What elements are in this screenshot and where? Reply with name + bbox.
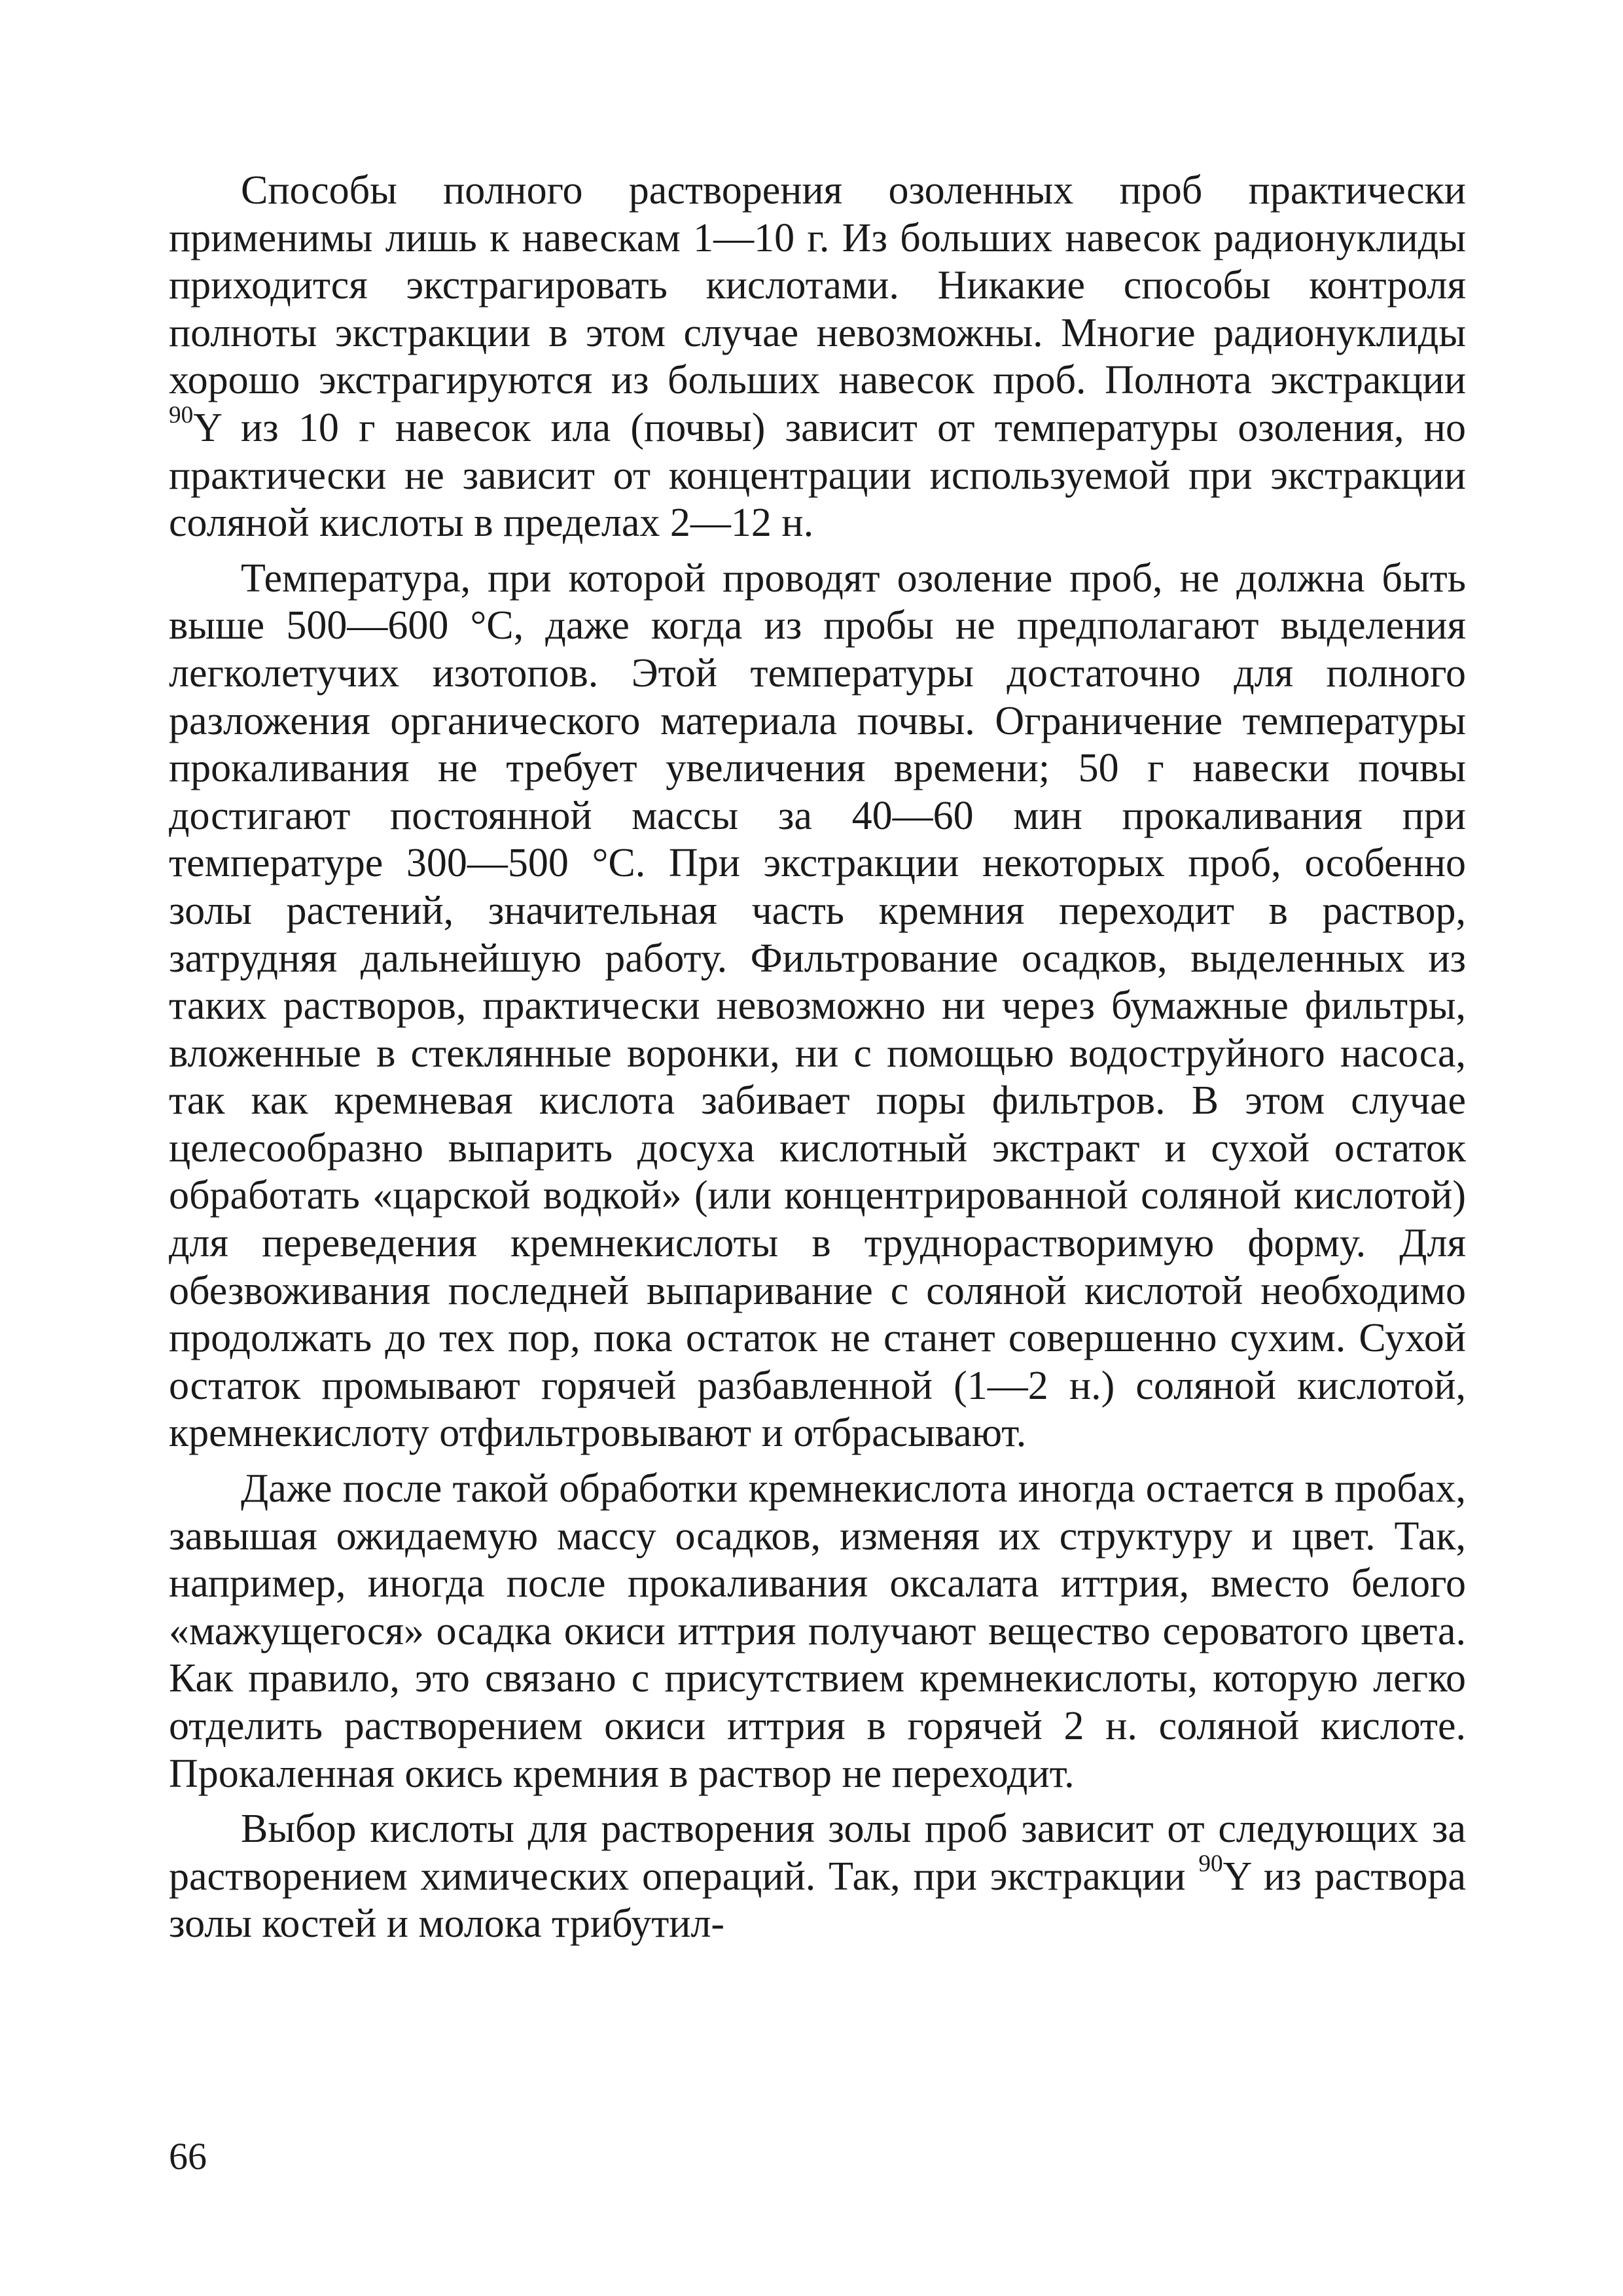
isotope-mass-number: 90	[169, 402, 194, 429]
paragraph-4-text-a: Выбор кислоты для растворения золы проб зависит от следующих за растворением химических операций. Так, при экстракции	[169, 1807, 1466, 1899]
paragraph-1-text-b: Y из 10 г навесок ила (почвы) зависит от температуры озоления, но практически не зависит от концентрации используемой при экстракции соляной кислоты в пределах 2—12 н.	[169, 405, 1466, 546]
page-body	[169, 167, 1466, 1948]
page-number: 66	[169, 2135, 207, 2178]
paragraph-4-text-b: Y из раствора золы костей и молока трибутил-	[169, 1854, 1466, 1947]
paragraph-2: Температура, при которой проводят озоление проб, не должна быть выше 500—600 °С, даже когда из пробы не предполагают выделения легколетучих изотопов. Этой температуры достаточно для полного разложения органического материала почвы. Ограничение температуры прокаливания не требует увеличения времени; 50 г навески почвы достигают постоянной массы за 40—60 мин прокаливания при температуре 300—500 °С. При экстракции некоторых проб, особенно золы растений, значительная часть кремния переходит в раствор, затрудняя дальнейшую работу. Фильтрование осадков, выделенных из таких растворов, практически невозможно ни через бумажные фильтры, вложенные в стеклянные воронки, ни с помощью водоструйного насоса, так как кремневая кислота забивает поры фильтров. В этом случае целесообразно выпарить досуха кислотный экстракт и сухой остаток обработать «царской водкой» (или концентрированной соляной кислотой) для переведения кремнекислоты в труднорастворимую форму. Для обезвоживания последней выпаривание с соляной кислотой необходимо продолжать до тех пор, пока остаток не станет совершенно сухим. Сухой остаток промывают горячей разбавленной (1—2 н.) соляной кислотой, кремнекислоту отфильтровывают и отбрасывают.	[169, 556, 1466, 1456]
paragraph-3: Даже после такой обработки кремнекислота иногда остается в пробах, завышая ожидаемую массу осадков, изменяя их структуру и цвет. Так, например, иногда после прокаливания оксалата иттрия, вместо белого «мажущегося» осадка окиси иттрия получают вещество сероватого цвета. Как правило, это связано с присутствием кремнекислоты, которую легко отделить растворением окиси иттрия в горячей 2 н. соляной кислоте. Прокаленная окись кремния в раствор не переходит.	[169, 1466, 1466, 1796]
paragraph-1	[169, 167, 1466, 547]
isotope-mass-number: 90	[1198, 1850, 1223, 1877]
paragraph-1-text-a: Способы полного растворения озоленных проб практически применимы лишь к навескам 1—10 г. Из больших навесок радионуклиды приходится экстрагировать кислотами. Никакие способы контроля полноты экстракции в этом случае невозможны. Многие радионуклиды хорошо экстрагируются из больших навесок проб. Полнота экстракции	[169, 168, 1466, 403]
paragraph-4	[169, 1805, 1466, 1948]
